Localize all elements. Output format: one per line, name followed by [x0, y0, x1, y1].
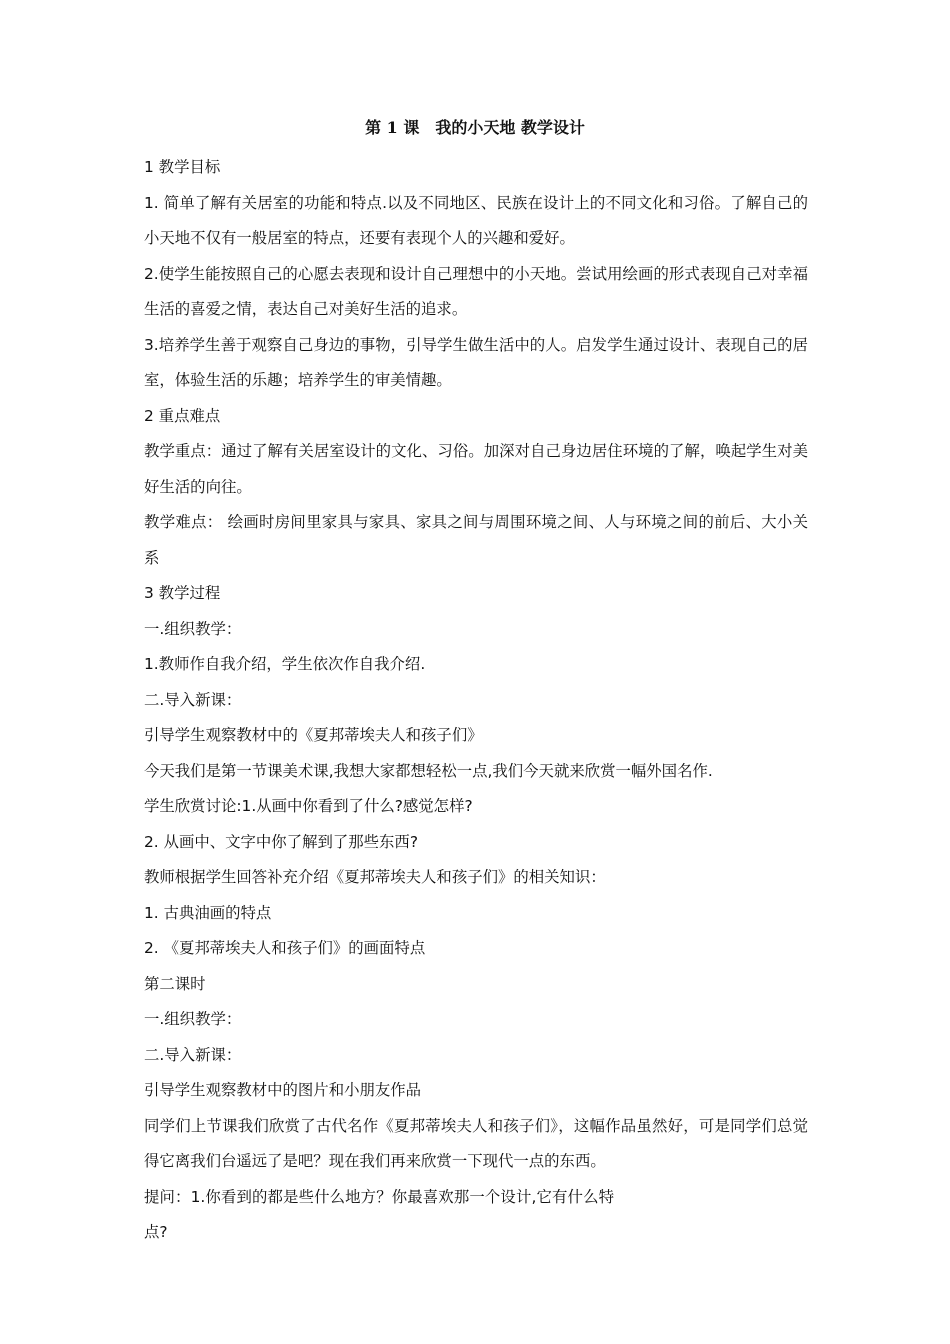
- question-paragraph: 提问：1.你看到的都是些什么地方？你最喜欢那一个设计,它有什么特点?: [144, 1187, 614, 1241]
- process-line: 一.组织教学：: [144, 1010, 242, 1028]
- section-heading-objectives: 1 教学目标: [144, 158, 221, 176]
- process-line: 2. 从画中、文字中你了解到了那些东西?: [144, 832, 418, 851]
- process-paragraph: 同学们上节课我们欣赏了古代名作《夏邦蒂埃夫人和孩子们》，这幅作品虽然好，可是同学们总觉得它离我们台遥远了是吧？现在我们再来欣赏一下现代一点的东西。: [144, 1116, 808, 1170]
- process-line: 2. 《夏邦蒂埃夫人和孩子们》的画面特点: [144, 939, 426, 957]
- process-line: 1. 古典油画的特点: [144, 903, 272, 922]
- process-line: 一.组织教学：: [144, 619, 242, 638]
- process-line: 学生欣赏讨论:1.从画中你看到了什么?感觉怎样?: [144, 797, 473, 815]
- objective-paragraph-2: 2.使学生能按照自己的心愿去表现和设计自己理想中的小天地。尝试用绘画的形式表现自己对幸福生活的喜爱之情，表达自己对美好生活的追求。: [144, 264, 808, 318]
- document-body: [144, 150, 808, 1251]
- process-line: 1.教师作自我介绍，学生依次作自我介绍.: [144, 655, 426, 673]
- process-line: 今天我们是第一节课美术课,我想大家都想轻松一点,我们今天就来欣赏一幅外国名作.: [144, 761, 713, 780]
- section-heading-process: 3 教学过程: [144, 584, 221, 602]
- process-line: 二.导入新课：: [144, 1045, 242, 1064]
- process-line: 教师根据学生回答补充介绍《夏邦蒂埃夫人和孩子们》的相关知识：: [144, 868, 606, 886]
- document-title: 第 1 课 我的小天地 教学设计: [365, 118, 585, 137]
- section-heading-key-points: 2 重点难点: [144, 406, 221, 425]
- second-lesson-heading: 第二课时: [144, 974, 206, 993]
- key-point-paragraph: 教学重点：通过了解有关居室设计的文化、习俗。加深对自己身边居住环境的了解，唤起学生对美好生活的向往。: [144, 442, 808, 496]
- process-line: 引导学生观察教材中的图片和小朋友作品: [144, 1081, 422, 1099]
- objective-paragraph-1: 1. 简单了解有关居室的功能和特点.以及不同地区、民族在设计上的不同文化和习俗。了解自己的小天地不仅有一般居室的特点，还要有表现个人的兴趣和爱好。: [144, 193, 808, 247]
- process-line: 引导学生观察教材中的《夏邦蒂埃夫人和孩子们》: [144, 726, 483, 744]
- process-line: 二.导入新课：: [144, 690, 242, 709]
- objective-paragraph-3: 3.培养学生善于观察自己身边的事物，引导学生做生活中的人。启发学生通过设计、表现自己的居室，体验生活的乐趣；培养学生的审美情趣。: [144, 335, 808, 389]
- difficulty-paragraph: 教学难点： 绘画时房间里家具与家具、家具之间与周围环境之间、人与环境之间的前后、大小关系: [144, 513, 808, 567]
